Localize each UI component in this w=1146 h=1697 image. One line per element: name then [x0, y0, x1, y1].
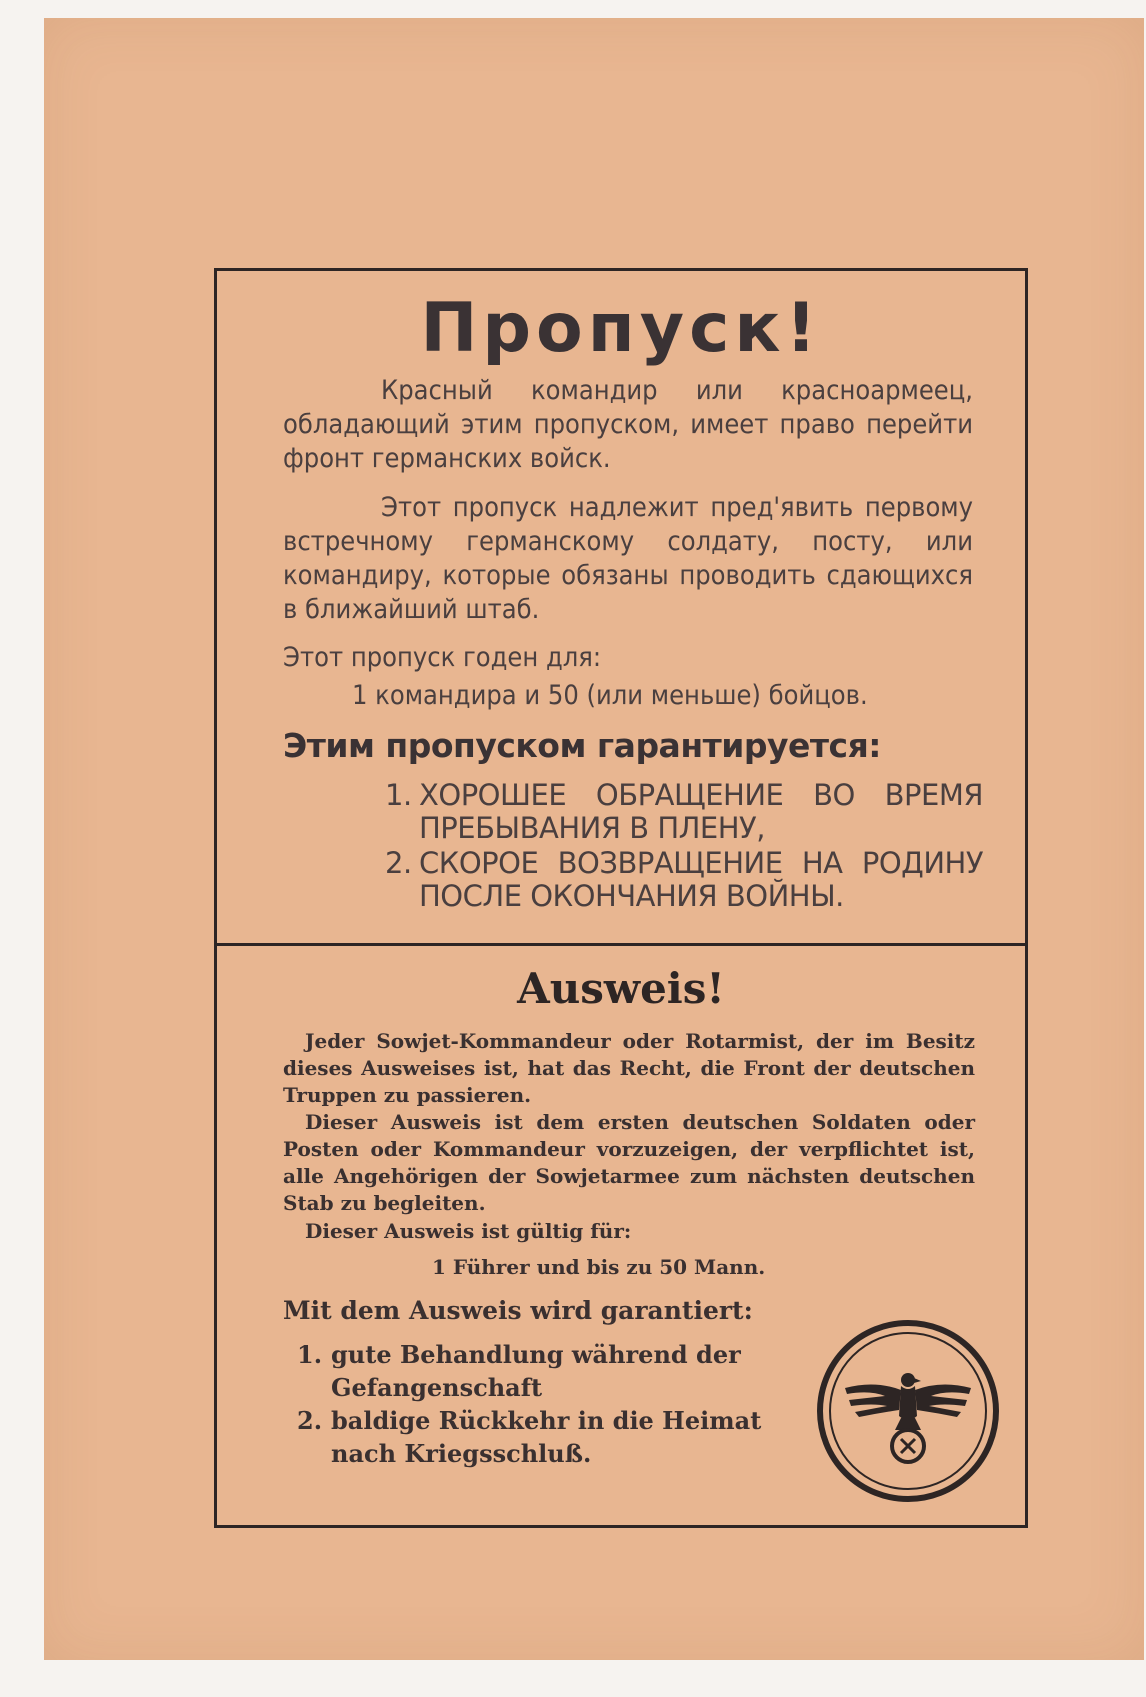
german-valid-for-value: 1 Führer und bis zu 50 Mann. — [432, 1255, 766, 1279]
list-item-text: ХОРОШЕЕ ОБРАЩЕНИЕ ВО ВРЕМЯ ПРЕБЫВАНИЯ В ПЛЕНУ, — [419, 778, 983, 845]
german-paragraph-2: Dieser Ausweis ist dem ersten deutschen Soldaten oder Posten oder Kommandeur vorzuzeigen, der verpflichtet ist, alle Angehörigen der Sowjetarmee zum nächsten deutschen Stab zu begleiten. — [283, 1110, 975, 1215]
list-item-number: 2. — [297, 1406, 323, 1435]
german-guarantee-list — [297, 1338, 777, 1470]
list-item — [297, 1338, 777, 1404]
eagle-seal-icon — [815, 1318, 1001, 1504]
german-paragraph-1: Jeder Sowjet-Kommandeur oder Rotarmist, der im Besitz dieses Ausweises ist, hat das Recht, die Front der deutschen Truppen zu passieren. — [283, 1029, 975, 1107]
russian-section — [217, 271, 1025, 946]
german-title: Ausweis! — [517, 964, 725, 1013]
russian-valid-for-value: 1 командира и 50 (или меньше) бойцов. — [352, 680, 868, 711]
german-valid-for-label: Dieser Ausweis ist gültig für: — [305, 1219, 632, 1243]
russian-valid-for-label: Этот пропуск годен для: — [283, 642, 602, 673]
russian-title: Пропуск! — [420, 289, 822, 368]
russian-guarantee-list — [387, 779, 983, 915]
pass-frame — [214, 268, 1028, 1528]
list-item-number: 2. — [385, 846, 412, 880]
russian-paragraph-2: Этот пропуск надлежит пред'явить первому встречному германскому солдату, посту, или командиру, которые обязаны проводить сдающихся в ближайший штаб. — [283, 492, 973, 625]
russian-paragraph-1: Красный командир или красноармеец, обладающий этим пропуском, имеет право перейти фронт германских войск. — [283, 375, 973, 474]
list-item-number: 1. — [297, 1340, 323, 1369]
list-item — [297, 1404, 777, 1470]
german-section — [217, 946, 1025, 1525]
leaflet-paper — [44, 18, 1144, 1660]
list-item — [387, 847, 983, 913]
list-item-number: 1. — [385, 778, 412, 812]
list-item-text: baldige Rückkehr in die Heimat nach Kriegsschluß. — [331, 1406, 762, 1468]
list-item — [387, 779, 983, 845]
russian-guarantee-heading: Этим пропуском гарантируется: — [283, 726, 881, 765]
list-item-text: СКОРОЕ ВОЗВРАЩЕНИЕ НА РОДИНУ ПОСЛЕ ОКОНЧАНИЯ ВОЙНЫ. — [419, 846, 983, 913]
german-guarantee-heading: Mit dem Ausweis wird garantiert: — [283, 1296, 753, 1325]
list-item-text: gute Behandlung während der Gefangenschaft — [331, 1340, 741, 1402]
